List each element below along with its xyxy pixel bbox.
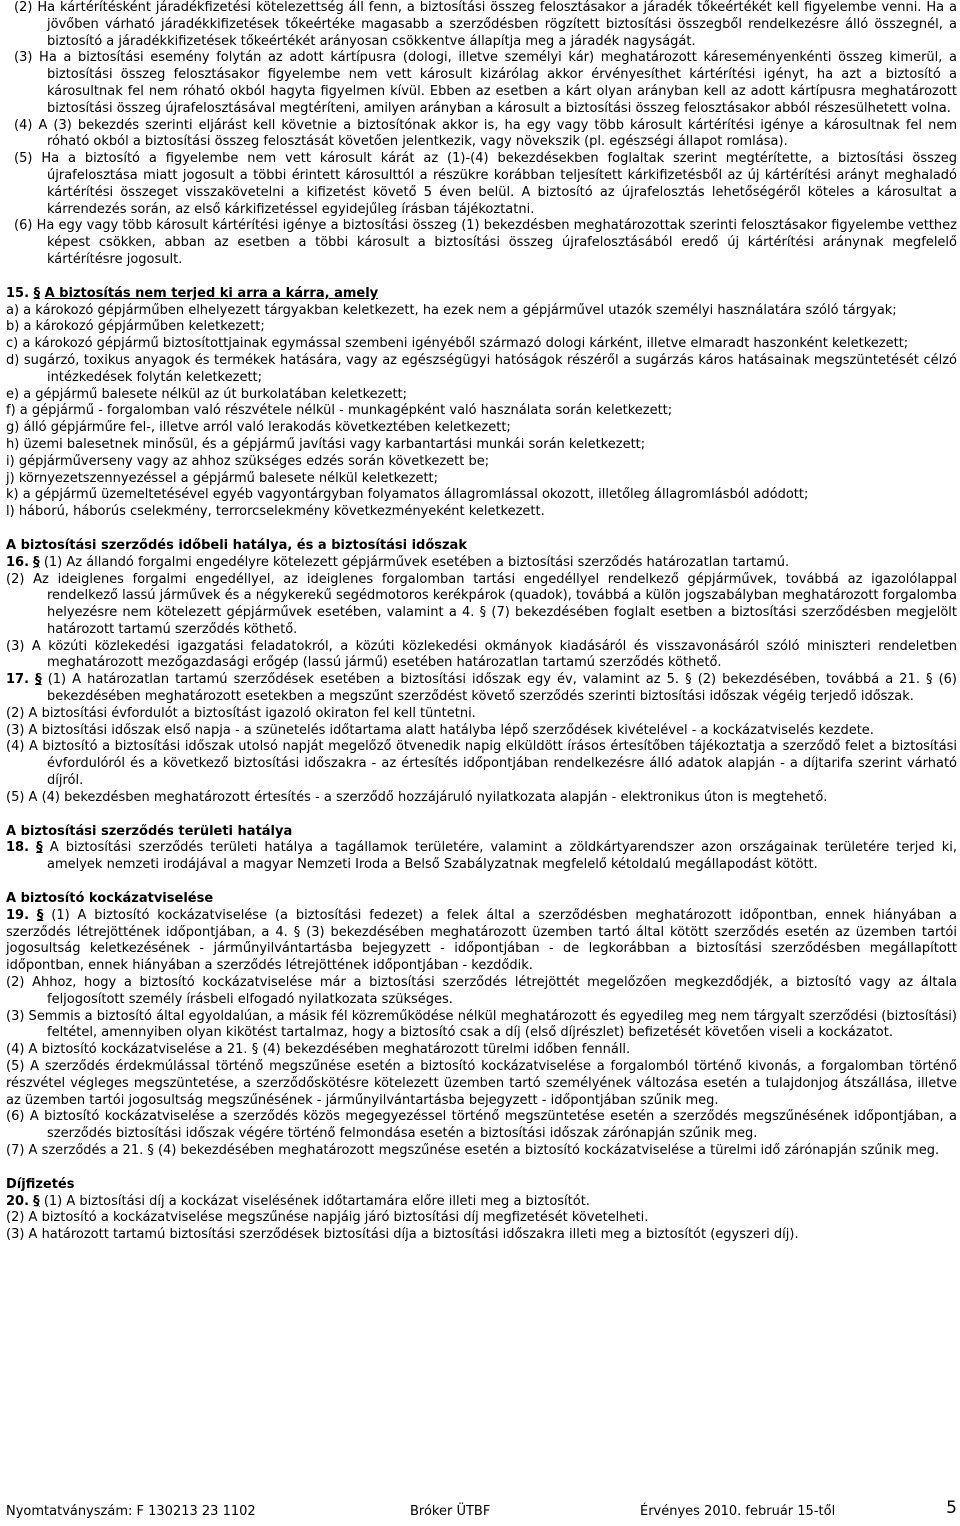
section-heading: A biztosítási szerződés időbeli hatálya, és a biztosítási időszak — [6, 537, 467, 553]
paragraph: A biztosítási szerződés területi hatálya a tagállamok területére, valamint a zöldkártyarendszer azon országainak területére terjed ki, amelyek nemzeti irodájával a magyar Nemzeti Iroda a Belső Szabályzatnak megfelelő kétoldalú megállapodást kötött. — [47, 840, 957, 873]
paragraph: (5) Ha a biztosító a figyelembe nem vett károsult kárát az (1)-(4) bekezdésekben foglaltak szerint megtérítette, a biztosítási összeg újrafelosztása miatt jogosult a többi érintett károsulttól a részükre korábban teljesített kárkifizetésből az új kártérítési arányt meghaladó kártérítési összeget visszakövetelni a kifizetést követő 5 éven belül. A biztosító az újrafelosztás lehetőségéről köteles a károsultat a kárrendezés során, az első kárkifizetéssel egyidejűleg írásban tájékoztatni. — [14, 151, 957, 217]
list-item: f) a gépjármű - forgalomban való részvétele nélkül - munkagépként való használata során keletkezett; — [6, 403, 673, 419]
list-item: i) gépjárműverseny vagy az ahhoz szükséges edzés során következett be; — [6, 453, 490, 469]
section-number: 16. — [6, 554, 30, 570]
section-number: 20. — [6, 1193, 30, 1209]
form-number: Nyomtatványszám: F 130213 23 1102 — [6, 1504, 256, 1519]
section-15-title — [6, 286, 957, 303]
list-item: h) üzemi balesetnek minősül, és a gépjármű javítási vagy karbantartási munkái során keletkezett; — [6, 436, 646, 452]
paragraph: (2) Az ideiglenes forgalmi engedéllyel, az ideiglenes forgalomban tartási engedéllyel rendelkező gépjárművek, továbbá az igazolólappal rendelkező lassú járművek és a négykerekű segédmotoros kerékpárok (quadok), továbbá a külön jogszabályban meghatározott forgalomba helyezésre nem kötelezett gépjárművek esetében, valamint a 4. § (7) bekezdésében foglalt esetben a biztosítási szerződésben megjelölt határozott tartamú szerződés köthető. — [6, 571, 957, 637]
list-item: a) a károkozó gépjárműben elhelyezett tárgyakban keletkezett, ha ezek nem a gépjárművel utazók személyi használatára szóló tárgyak; — [6, 302, 897, 318]
section-heading: A biztosító kockázatviselése — [6, 891, 214, 907]
section-number: 15. — [6, 285, 30, 301]
list-item: c) a károkozó gépjármű biztosítottjainak egymással szembeni igényéből származó dologi kárként, illetve elmaradt haszonként keletkezett; — [6, 336, 909, 352]
list-item: k) a gépjármű üzemeltetésével egyéb vagyontárgyban folyamatos állagromlással okozott, illetőleg állagromlásból adódott; — [6, 487, 809, 503]
paragraph: (3) Ha a biztosítási esemény folytán az adott kártípusra (dologi, illetve személyi kár) meghatározott káreseményenkénti összeg kimerül, a biztosítási összeg felosztásakor figyelembe nem vett károsult kizárólag akkor érvényesíthet kártérítési igényt, ha azt a biztosító a károsultnak fel nem róható okból hagyta figyelmen kívül. Ebben az esetben a kárt olyan arányban kell az adott kártípusra meghatározott biztosítási összeg újrafelosztásával megtéríteni, amilyen arányban a károsult a biztosítási összeg felosztásakor abból részesülhetett volna. — [14, 50, 957, 116]
paragraph: (1) A határozatlan tartamú szerződések esetében a biztosítási időszak egy év, valamint az 5. § (2) bekezdésében, továbbá a 21. § (6) bekezdésében meghatározott esetekben a megszűnt szerződést követő szerződés szerinti biztosítási időszak végéig terjedő időszak. — [47, 672, 957, 705]
paragraph: (5) A szerződés érdekmúlással történő megszűnése esetén a biztosító kockázatviselése a forgalomból történő kivonás, a forgalomban történő részvétel végleges megszüntetése, a szerződőskötésre kötelezett üzemben tartó személyének változása esetén a tulajdonjog átszállása, illetve az üzemben tartói jogosultság megszűnésének - járműnyilvántartásba bejegyzett - időpontjában szűnik meg. — [6, 1059, 957, 1108]
list-item: j) környezetszennyezéssel a gépjármű balesete nélkül keletkezett; — [6, 470, 439, 486]
validity-date: Érvényes 2010. február 15-től — [640, 1504, 836, 1519]
paragraph: (4) A biztosító kockázatviselése a 21. § (4) bekezdésében meghatározott türelmi időben fennáll. — [6, 1042, 631, 1058]
paragraph: (2) Ahhoz, hogy a biztosító kockázatviselése már a biztosítási szerződés létrejöttét megelőzően megkezdődjék, a biztosító vagy az általa feljogosított személy írásbeli elfogadó nyilatkozata szükséges. — [6, 975, 957, 1007]
section-symbol: § — [36, 840, 43, 856]
section-number: 17. — [6, 672, 30, 688]
list-item: g) álló gépjárműre fel-, illetve arról való lerakodás következtében keletkezett; — [6, 420, 511, 436]
section-symbol: § — [35, 672, 42, 688]
section-number: 19. — [6, 907, 30, 923]
section-symbol: § — [33, 1193, 40, 1209]
section-symbol: § — [33, 554, 40, 570]
list-item: e) a gépjármű balesete nélkül az út burkolatában keletkezett; — [6, 386, 408, 402]
paragraph: (6) A biztosító kockázatviselése a szerződés közös megegyezéssel történő megszüntetése esetén a szerződés megszűnésének időpontjában, a szerződés biztosítási időszak végére történő felmondása esetén a biztosítási időszak zárónapján szűnik meg. — [6, 1109, 957, 1142]
section-heading: A biztosítási szerződés területi hatálya — [6, 823, 293, 839]
paragraph: (2) A biztosítási évfordulót a biztosítást igazoló okiraton fel kell tüntetni. — [6, 705, 476, 721]
list-item: d) sugárzó, toxikus anyagok és termékek hatására, vagy az egészségügyi hatóságok részéről a sugárzás káros hatásainak megszüntetését célzó intézkedések folytán keletkezett; — [6, 352, 957, 385]
section-number: 18. — [6, 840, 30, 856]
paragraph: (3) A határozott tartamú biztosítási szerződések biztosítási díja a biztosítási időszakra illeti meg a biztosítót (egyszeri díj). — [6, 1227, 799, 1243]
paragraph: (7) A szerződés a 21. § (4) bekezdésében meghatározott megszűnése esetén a biztosító kockázatviselése a türelmi idő zárónapján szűnik meg. — [6, 1143, 940, 1158]
paragraph: (3) Semmis a biztosító által egyoldalúan, a másik fél közreműködése nélkül meghatározott és egyedileg meg nem tárgyalt szerződési (biztosítási) feltétel, amennyiben olyan kikötést tartalmaz, hogy a biztosító csak a díj (első díjrészlet) befizetését követően viseli a kockázatot. — [6, 1008, 957, 1041]
list-item: b) a károkozó gépjárműben keletkezett; — [6, 319, 265, 335]
section-heading: A biztosítás nem terjed ki arra a kárra, amely — [44, 285, 379, 301]
section-heading: Díjfizetés — [6, 1176, 75, 1192]
paragraph: (2) A biztosító a kockázatviselése megszűnése napjáig járó biztosítási díj megfizetését követelheti. — [6, 1210, 649, 1226]
section-symbol: § — [33, 285, 41, 301]
paragraph: (4) A biztosító a biztosítási időszak utolsó napját megelőző ötvenedik napig elküldött írásos értesítőben tájékoztatja a szerződő felet a biztosítási évfordulóról és a következő biztosítási időszakra - az értesítés időpontjában rendelkezésre álló adatok alapján - a díjtarifa szerint várható díjról. — [6, 739, 957, 789]
paragraph: (4) A (3) bekezdés szerinti eljárást kell követnie a biztosítónak akkor is, ha egy vagy több károsult kártérítési igénye a károsultnak fel nem róható okból a biztosítási összeg felosztását követően jelentkezik, vagy növekszik (pl. egészségi állapot romlása). — [14, 117, 957, 150]
list-item: l) háború, háborús cselekmény, terrorcselekmény következményeként keletkezett. — [6, 504, 545, 520]
section-symbol: § — [36, 907, 44, 923]
page-footer — [6, 1500, 957, 1524]
broker-name: Bróker ÜTBF — [410, 1504, 491, 1519]
document-body — [6, 0, 957, 1244]
paragraph: (3) A biztosítási időszak első napja - a szünetelés időtartama alatt hatályba lépő szerződések kivételével - a kockázatviselés kezdete. — [6, 722, 874, 738]
paragraph: (1) A biztosítási díj a kockázat viselésének időtartamára előre illeti meg a biztosítót. — [43, 1193, 590, 1209]
paragraph: (2) Ha kártérítésként járadékfizetési kötelezettség áll fenn, a biztosítási összeg felosztásakor a járadék tőkeértékét kell figyelembe venni. Ha a jövőben várható járadékkifizetések tőkeértéke magasabb a szerződésben rögzített biztosítási összegből rendelkezésre álló összegnél, a biztosító a járadékkifizetések tőkeértékét arányosan csökkentve állapítja meg a járadék nagyságát. — [14, 0, 957, 49]
page-number: 5 — [946, 1498, 957, 1518]
paragraph: (3) A közúti közlekedési igazgatási feladatokról, a közúti közlekedési okmányok kiadásáról és visszavonásáról szóló miniszteri rendeletben meghatározott mezőgazdasági erőgép (lassú jármű) esetében határozatlan tartamú szerződés köthető. — [6, 638, 957, 671]
paragraph: (1) Az állandó forgalmi engedélyre kötelezett gépjárművek esetében a biztosítási szerződés határozatlan tartamú. — [43, 554, 790, 570]
paragraph: (1) A biztosító kockázatviselése (a biztosítási fedezet) a felek által a szerződésben meghatározott időpontban, ennek hiányában a szerződés létrejöttének időpontjában, a 4. § (3) bekezdésében meghatározott üzemben tartó által kötött szerződés esetén az üzemben tartói jogosultság keletkezésének - járműnyilvántartásba bejegyzett - időpontjában - de legkorábban a biztosítási szerződésben megállapított időpontban, ennek hiányában a szerződés létrejöttének időpontjában - kezdődik. — [6, 907, 957, 974]
paragraph: (6) Ha egy vagy több károsult kártérítési igénye a biztosítási összeg (1) bekezdésben meghatározottak szerinti felosztásakor figyelembe vetthez képest csökken, abban az esetben a többi károsult a biztosítási összeg újrafelosztásából eredő új kártérítési aránynak megfelelő kártérítésre jogosult. — [14, 218, 957, 267]
paragraph: (5) A (4) bekezdésben meghatározott értesítés - a szerződő hozzájáruló nyilatkozata alapján - elektronikus úton is megtehető. — [6, 789, 828, 805]
